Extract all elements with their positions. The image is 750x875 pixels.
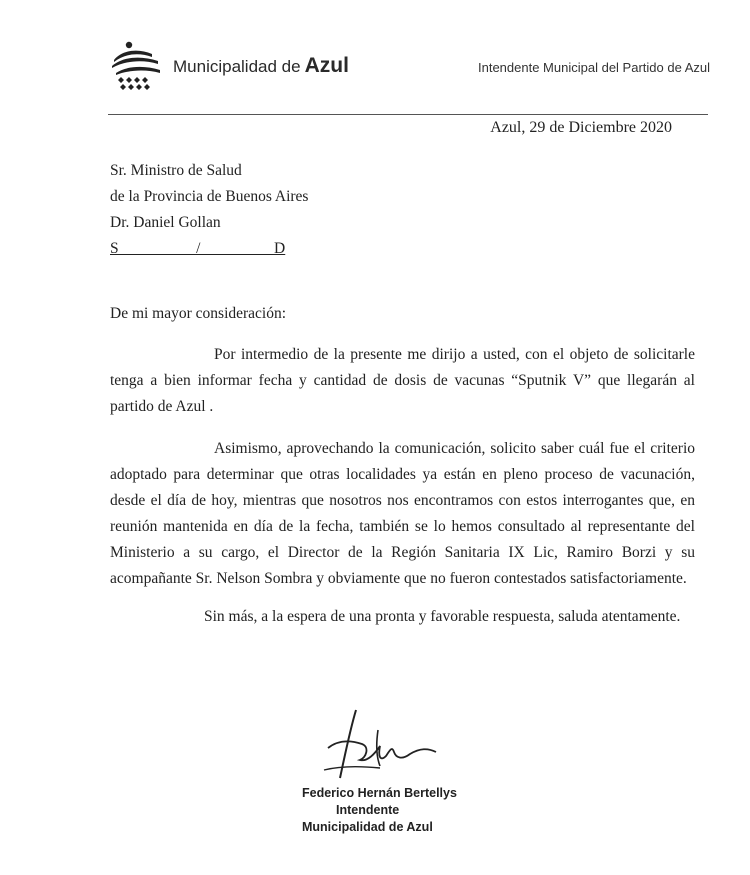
body-paragraph: Por intermedio de la presente me dirijo a usted, con el objeto de solicitarle tenga a bien informar fecha y cantidad de dosis de vacunas “Sputnik V” que llegarán al partido de Azul . [110, 346, 695, 415]
recipient-sd-line: S / D [110, 240, 286, 257]
logo-name: Municipalidad de [173, 57, 301, 76]
recipient-line: Dr. Daniel Gollan [110, 214, 221, 231]
municipality-name [173, 54, 349, 78]
signer-org: Municipalidad de Azul [302, 820, 433, 834]
letter-date: Azul, 29 de Diciembre 2020 [490, 119, 672, 136]
signer-block [302, 785, 457, 836]
logo-name-strong: Azul [304, 54, 349, 77]
header-title: Intendente Municipal del Partido de Azul [478, 60, 710, 75]
letter-body [110, 342, 695, 608]
recipient-line: de la Provincia de Buenos Aires [110, 188, 309, 205]
signer-name: Federico Hernán Bertellys [302, 786, 457, 800]
closing-line: Sin más, a la espera de una pronta y favorable respuesta, saluda atentamente. [204, 608, 681, 625]
signer-role: Intendente [336, 803, 400, 817]
municipality-logo-icon [108, 40, 164, 92]
body-paragraph: Asimismo, aprovechando la comunicación, solicito saber cuál fue el criterio adoptado para determinar que otras localidades ya están en pleno proceso de vacunación, desde el día de hoy, mientras que nosotros nos encontramos con estos interrogantes que, en reunión mantenida en día de la fecha, también se lo hemos consultado al representante del Ministerio a su cargo, el Director de la Región Sanitaria IX Lic, Ramiro Borzi y su acompañante Sr. Nelson Sombra y obviamente que no fueron contestados satisfactoriamente. [110, 440, 695, 587]
recipient-line: Sr. Ministro de Salud [110, 162, 242, 179]
letterhead [0, 0, 750, 120]
header-divider [108, 114, 708, 115]
handwritten-signature [320, 700, 440, 790]
salutation: De mi mayor consideración: [110, 305, 287, 322]
recipient-block [110, 158, 308, 262]
